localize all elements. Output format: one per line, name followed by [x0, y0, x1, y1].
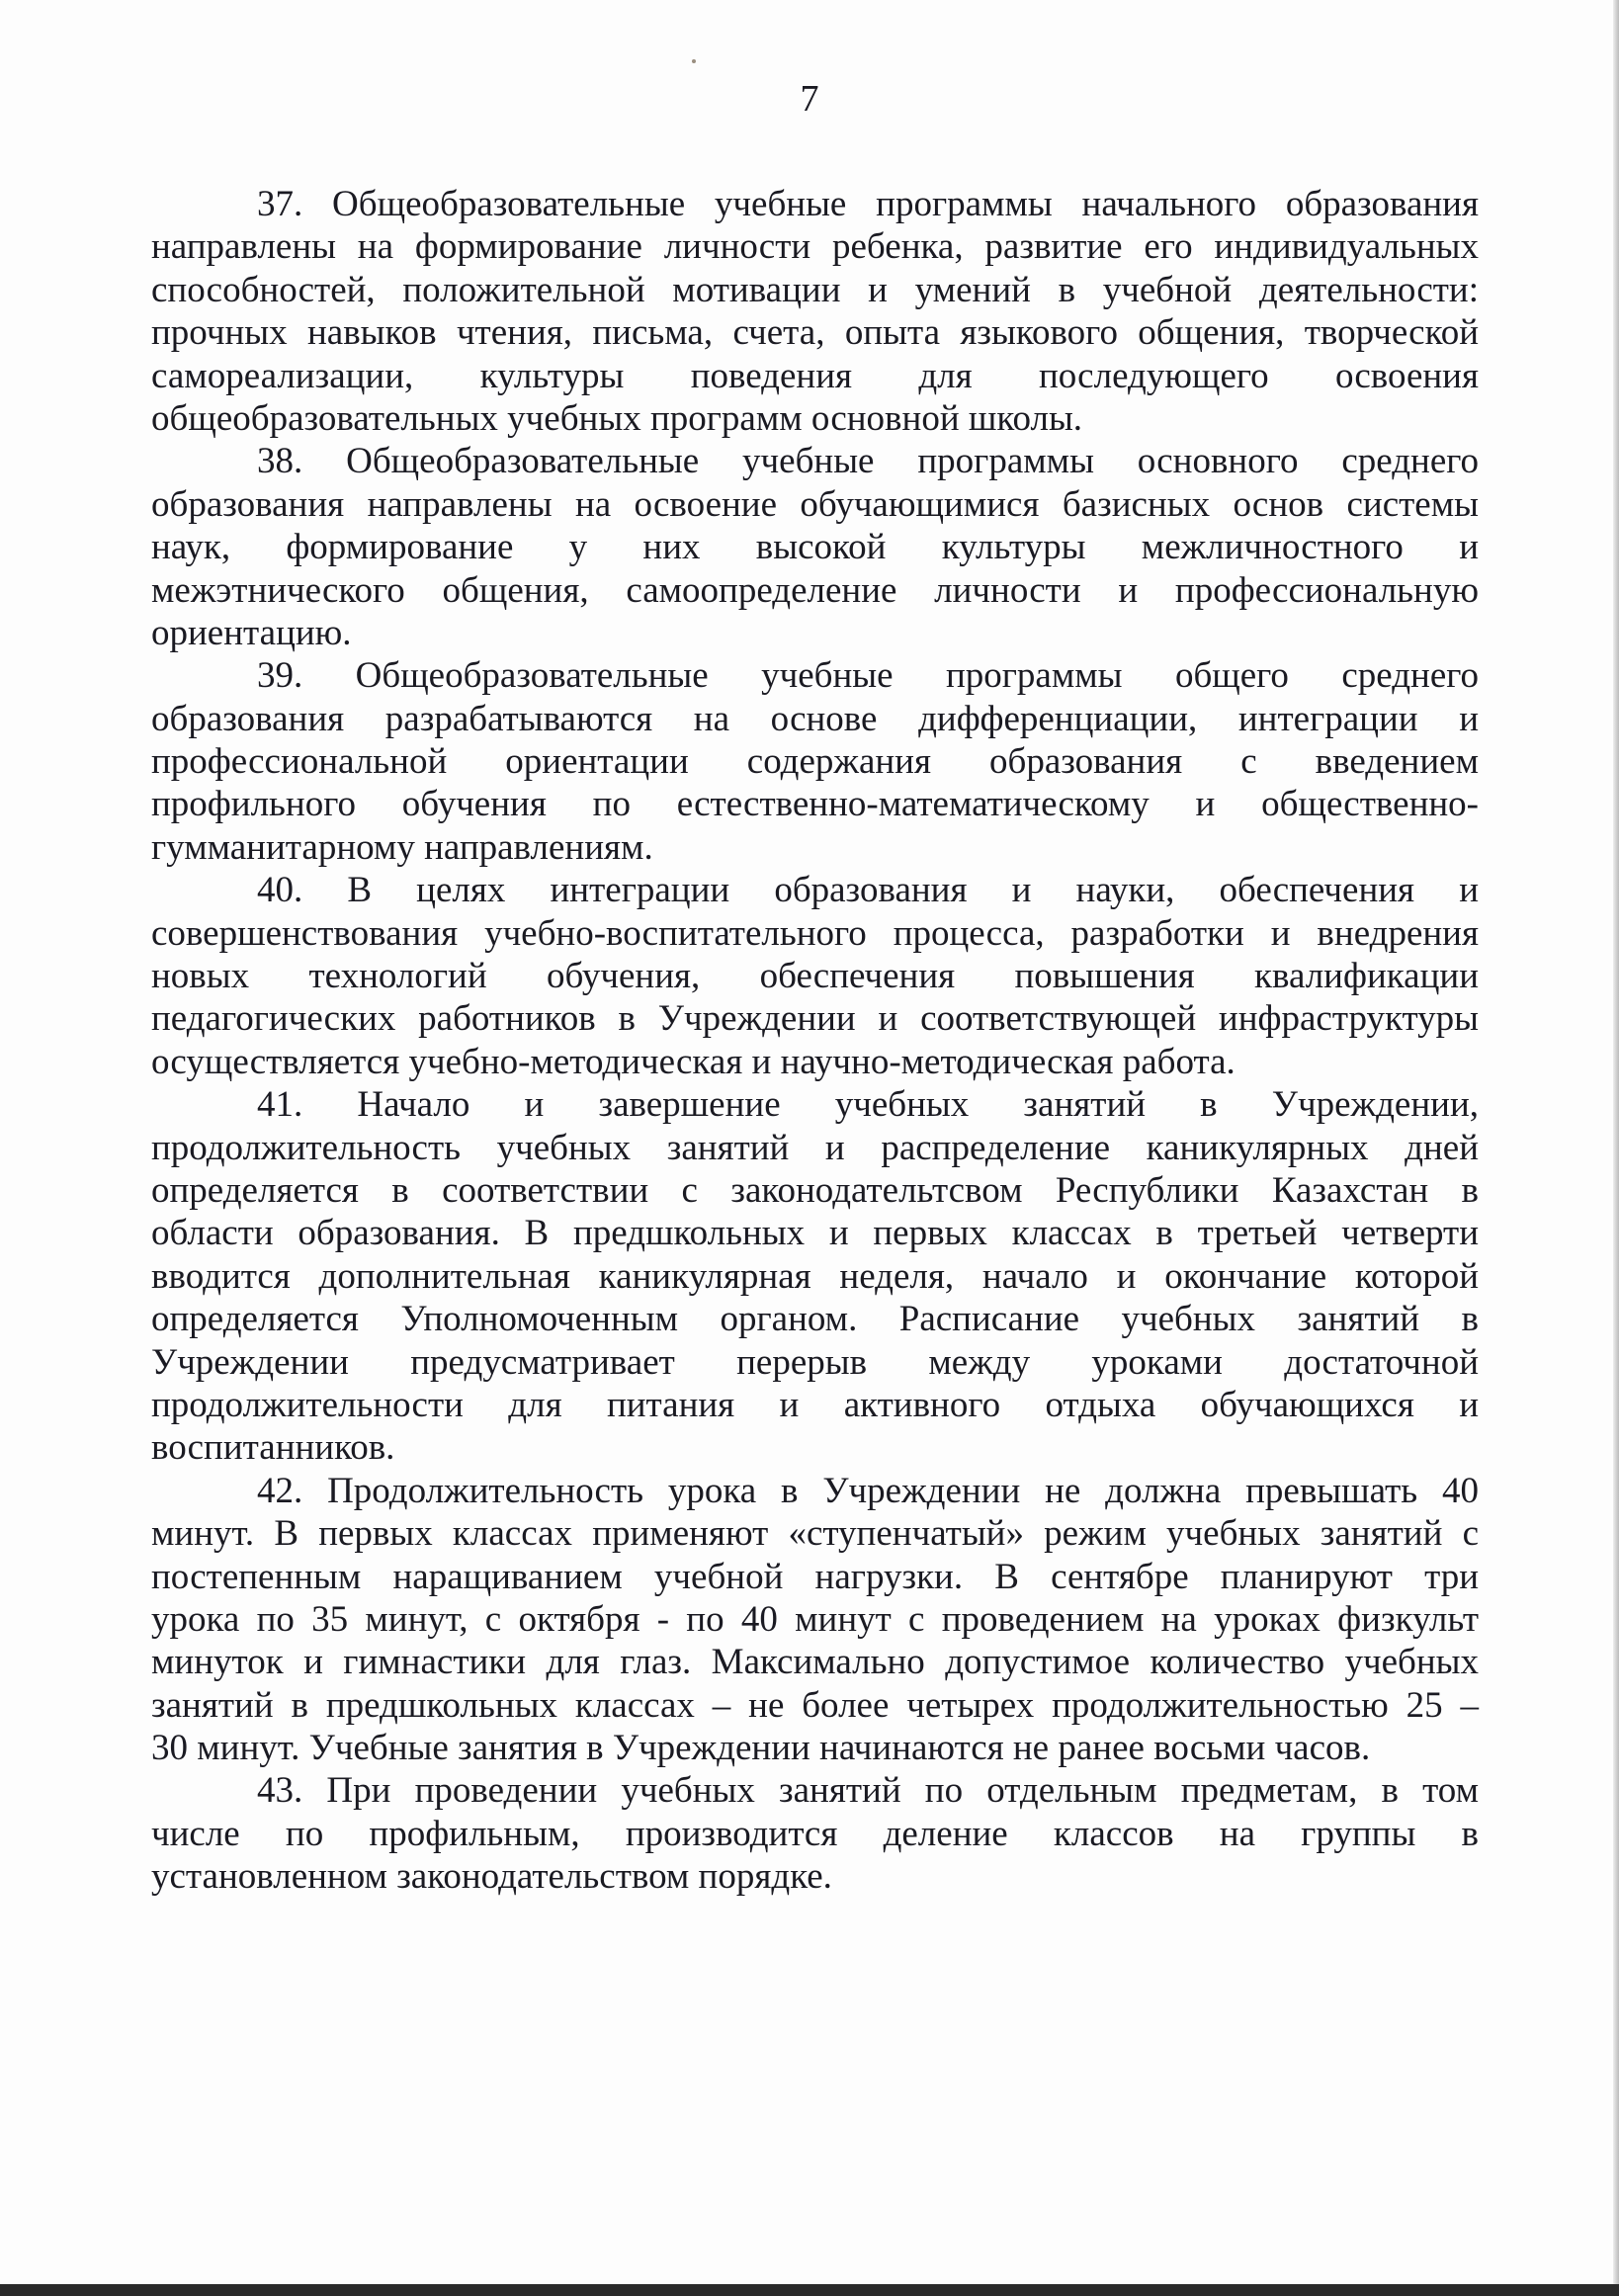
text-line: профессиональной ориентации содержания образования с введением — [151, 741, 1479, 783]
text-line: направлены на формирование личности ребенка, развитие его индивидуальных — [151, 226, 1479, 268]
text-line: 38. Общеобразовательные учебные программы основного среднего — [257, 441, 1479, 482]
text-line: минут. В первых классах применяют «ступенчатый» режим учебных занятий с — [151, 1513, 1479, 1555]
text-line: продолжительность учебных занятий и распределение каникулярных дней — [151, 1127, 1479, 1168]
text-line: постепенным наращиванием учебной нагрузки. В сентябре планируют три — [151, 1556, 1479, 1597]
text-line: педагогических работников в Учреждении и соответствующей инфраструктуры — [151, 998, 1479, 1040]
paragraph-42 — [151, 1470, 1479, 1770]
document-body — [151, 183, 1479, 1899]
text-line: 40. В целях интеграции образования и науки, обеспечения и — [257, 870, 1479, 911]
text-line: самореализации, культуры поведения для последующего освоения — [151, 355, 1479, 396]
text-line: ориентацию. — [151, 612, 352, 653]
text-line: урока по 35 минут, с октября - по 40 минут с проведением на уроках физкульт — [151, 1598, 1479, 1640]
text-line: вводится дополнительная каникулярная неделя, начало и окончание которой — [151, 1255, 1479, 1297]
scan-speck — [692, 59, 696, 63]
text-line: межэтнического общения, самоопределение личности и профессиональную — [151, 569, 1479, 611]
text-line: прочных навыков чтения, письма, счета, опыта языкового общения, творческой — [151, 312, 1479, 354]
paragraph-40 — [151, 869, 1479, 1083]
text-line: осуществляется учебно-методическая и научно-методическая работа. — [151, 1041, 1236, 1082]
text-line: Учреждении предусматривает перерыв между уроками достаточной — [151, 1341, 1479, 1383]
text-line: 43. При проведении учебных занятий по отдельным предметам, в том — [257, 1770, 1479, 1812]
text-line: определяется Уполномоченным органом. Расписание учебных занятий в — [151, 1299, 1479, 1340]
text-line: 39. Общеобразовательные учебные программы общего среднего — [257, 655, 1479, 697]
text-line: занятий в предшкольных классах – не более четырех продолжительностью 25 – — [151, 1684, 1479, 1726]
scan-edge-right — [1613, 0, 1619, 2296]
text-line: образования направлены на освоение обучающимися базисных основ системы — [151, 483, 1479, 525]
paragraph-37 — [151, 183, 1479, 440]
text-line: воспитанников. — [151, 1427, 395, 1469]
paragraph-43 — [151, 1769, 1479, 1898]
scan-edge-bottom — [0, 2284, 1619, 2296]
text-line: профильного обучения по естественно-математическому и общественно- — [151, 784, 1479, 825]
page-number: 7 — [800, 78, 819, 120]
paragraph-38 — [151, 440, 1479, 654]
text-line: определяется в соответствии с законодательтсвом Республики Казахстан в — [151, 1169, 1479, 1211]
text-line: общеобразовательных учебных программ основной школы. — [151, 397, 1083, 439]
text-line: новых технологий обучения, обеспечения повышения квалификации — [151, 956, 1479, 997]
text-line: гумманитарному направлениям. — [151, 826, 653, 868]
text-line: 42. Продолжительность урока в Учреждении не должна превышать 40 — [257, 1470, 1479, 1511]
text-line: совершенствования учебно-воспитательного процесса, разработки и внедрения — [151, 912, 1479, 954]
text-line: образования разрабатываются на основе дифференциации, интеграции и — [151, 698, 1479, 739]
text-line: наук, формирование у них высокой культуры межличностного и — [151, 527, 1479, 568]
text-line: 30 минут. Учебные занятия в Учреждении начинаются не ранее восьми часов. — [151, 1728, 1371, 1769]
text-line: числе по профильным, производится деление классов на группы в — [151, 1813, 1479, 1854]
text-line: 41. Начало и завершение учебных занятий в Учреждении, — [257, 1084, 1479, 1126]
text-line: области образования. В предшкольных и первых классах в третьей четверти — [151, 1213, 1479, 1254]
text-line: минуток и гимнастики для глаз. Максимально допустимое количество учебных — [151, 1642, 1479, 1683]
text-line: способностей, положительной мотивации и умений в учебной деятельности: — [151, 269, 1479, 310]
text-line: установленном законодательством порядке. — [151, 1856, 832, 1898]
text-line: 37. Общеобразовательные учебные программы начального образования — [257, 184, 1479, 224]
paragraph-41 — [151, 1083, 1479, 1470]
paragraph-39 — [151, 654, 1479, 869]
text-line: продолжительности для питания и активного отдыха обучающихся и — [151, 1384, 1479, 1425]
